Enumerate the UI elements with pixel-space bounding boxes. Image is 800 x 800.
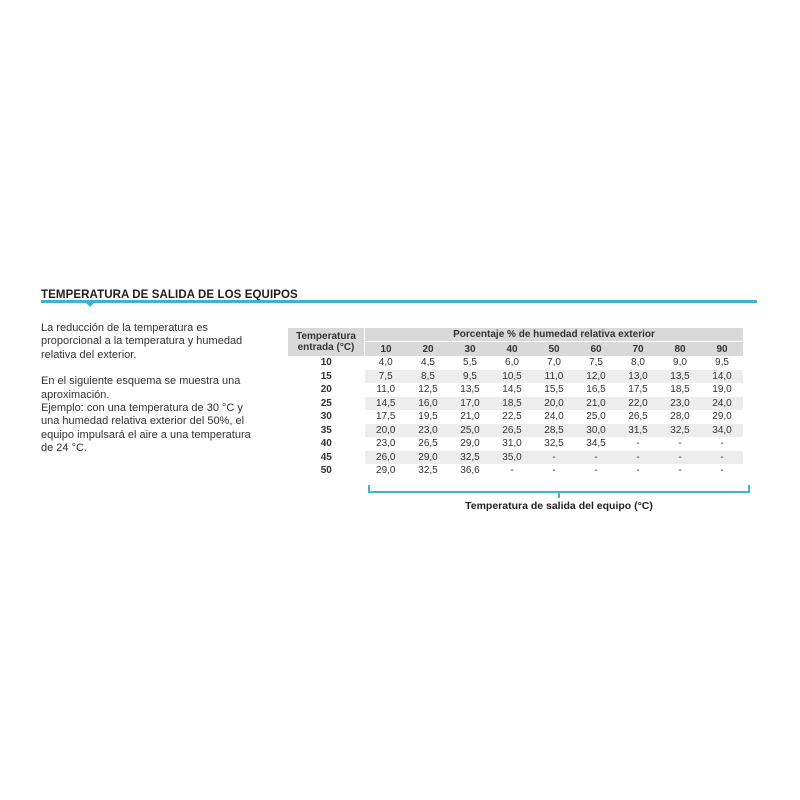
table-cell: 7,5 xyxy=(365,370,408,384)
table-cell: 22,0 xyxy=(617,397,659,411)
table-cell: 26,5 xyxy=(418,438,438,450)
intro-text xyxy=(41,322,256,469)
row-label: 45 xyxy=(288,451,365,465)
table-cell: - xyxy=(678,438,682,450)
table-cell: 9,0 xyxy=(673,357,687,369)
row-label: 10 xyxy=(320,357,332,369)
table-cell: 32,5 xyxy=(544,438,564,450)
table-cell: 21,0 xyxy=(460,411,480,423)
table-cell: 35,0 xyxy=(491,451,533,465)
table-cell: - xyxy=(720,465,724,477)
table-row xyxy=(288,410,743,424)
intro-paragraph-2: En el siguiente esquema se muestra una aproximación. xyxy=(41,375,241,401)
table-caption: Temperatura de salida del equipo (°C) xyxy=(465,500,653,512)
table-cell: - xyxy=(533,451,575,465)
table-cell: 4,5 xyxy=(421,357,435,369)
table-cell: 26,5 xyxy=(491,424,533,438)
column-header: 10 xyxy=(365,342,408,357)
table-cell: 29,0 xyxy=(407,451,449,465)
row-label: 40 xyxy=(320,438,332,450)
table-body xyxy=(288,356,743,478)
table-cell: 19,5 xyxy=(418,411,438,423)
table-cell: - xyxy=(594,465,598,477)
table-cell: - xyxy=(617,451,659,465)
table-cell: - xyxy=(552,465,556,477)
table-cell: 32,5 xyxy=(449,451,491,465)
table-cell: 14,5 xyxy=(365,397,408,411)
table-cell: 10,5 xyxy=(491,370,533,384)
table-cell: 21,0 xyxy=(575,397,617,411)
table-cell: 26,5 xyxy=(628,411,648,423)
table-cell: 9,5 xyxy=(715,357,729,369)
table-cell: 23,0 xyxy=(376,438,396,450)
table-cell: 5,5 xyxy=(463,357,477,369)
table-cell: 12,5 xyxy=(418,384,438,396)
table-cell: 26,0 xyxy=(365,451,408,465)
table-cell: - xyxy=(720,438,724,450)
intro-paragraph-3: Ejemplo: con una temperatura de 30 °C y una humedad relativa exterior del 50%, el equipo impulsará el aire a una temperatura de 24 °C. xyxy=(41,402,251,455)
column-header: 50 xyxy=(533,342,575,357)
table-cell: 19,0 xyxy=(712,384,732,396)
table-cell: 28,0 xyxy=(670,411,690,423)
column-header: 20 xyxy=(407,342,449,357)
row-label: 20 xyxy=(320,384,332,396)
table-cell: 13,0 xyxy=(617,370,659,384)
table-cell: 16,5 xyxy=(586,384,606,396)
table-row xyxy=(288,437,743,451)
row-label: 50 xyxy=(320,465,332,477)
output-temperature-bracket xyxy=(368,485,750,493)
table-cell: 12,0 xyxy=(575,370,617,384)
table-cell: 14,0 xyxy=(701,370,743,384)
table-cell: 24,0 xyxy=(544,411,564,423)
table-cell: - xyxy=(636,465,640,477)
row-label: 15 xyxy=(288,370,365,384)
table-cell: 9,5 xyxy=(449,370,491,384)
table-cell: - xyxy=(575,451,617,465)
table-cell: 11,0 xyxy=(376,384,396,396)
row-header: Temperatura entrada (°C) xyxy=(288,328,365,356)
column-header: 70 xyxy=(617,342,659,357)
table-cell: 15,5 xyxy=(544,384,564,396)
table-cell: 11,0 xyxy=(533,370,575,384)
table-cell: - xyxy=(701,451,743,465)
table-cell: 30,0 xyxy=(575,424,617,438)
table-cell: - xyxy=(659,451,701,465)
table-cell: 20,0 xyxy=(533,397,575,411)
table-cell: 32,5 xyxy=(659,424,701,438)
table-cell: - xyxy=(510,465,514,477)
table-cell: 31,5 xyxy=(617,424,659,438)
table-cell: 36,6 xyxy=(460,465,480,477)
table-cell: 8,0 xyxy=(631,357,645,369)
table-cell: 29,0 xyxy=(376,465,396,477)
table-cell: 17,5 xyxy=(628,384,648,396)
table-row xyxy=(288,383,743,397)
table-cell: 29,0 xyxy=(712,411,732,423)
column-header: 60 xyxy=(575,342,617,357)
table-cell: 25,0 xyxy=(586,411,606,423)
table-cell: 17,0 xyxy=(449,397,491,411)
column-header: 80 xyxy=(659,342,701,357)
table-cell: 23,0 xyxy=(659,397,701,411)
table-row xyxy=(288,451,743,465)
table-cell: 28,5 xyxy=(533,424,575,438)
table-row xyxy=(288,370,743,384)
table-cell: 18,5 xyxy=(670,384,690,396)
table-cell: 8,5 xyxy=(407,370,449,384)
table-cell: 29,0 xyxy=(460,438,480,450)
section-title: TEMPERATURA DE SALIDA DE LOS EQUIPOS xyxy=(41,289,298,301)
table-cell: 22,5 xyxy=(502,411,522,423)
table-row xyxy=(288,397,743,411)
table-cell: 6,0 xyxy=(505,357,519,369)
column-header: 90 xyxy=(701,342,743,357)
intro-paragraph-1: La reducción de la temperatura es proporcional a la temperatura y humedad relativa del exterior. xyxy=(41,322,243,361)
table-cell: 14,5 xyxy=(502,384,522,396)
column-header: 30 xyxy=(449,342,491,357)
table-cell: 7,0 xyxy=(547,357,561,369)
temperature-table xyxy=(288,328,743,478)
bracket-tick xyxy=(558,493,560,498)
table-cell: 24,0 xyxy=(701,397,743,411)
table-row xyxy=(288,464,743,478)
table-cell: - xyxy=(678,465,682,477)
table-cell: 18,5 xyxy=(491,397,533,411)
table-cell: 34,5 xyxy=(586,438,606,450)
row-label: 35 xyxy=(288,424,365,438)
table-cell: 4,0 xyxy=(378,357,393,369)
table-cell: 13,5 xyxy=(460,384,480,396)
table-cell: 25,0 xyxy=(449,424,491,438)
table-cell: 17,5 xyxy=(376,411,396,423)
section-divider xyxy=(41,300,757,303)
table-cell: 13,5 xyxy=(659,370,701,384)
table-cell: 7,5 xyxy=(589,357,603,369)
table-cell: 31,0 xyxy=(502,438,522,450)
divider-notch xyxy=(84,301,96,307)
table-cell: 34,0 xyxy=(701,424,743,438)
table-cell: - xyxy=(636,438,640,450)
table-row xyxy=(288,356,743,370)
row-label: 25 xyxy=(288,397,365,411)
table-row xyxy=(288,424,743,438)
table-cell: 20,0 xyxy=(365,424,408,438)
table-cell: 32,5 xyxy=(418,465,438,477)
row-label: 30 xyxy=(320,411,332,423)
table-cell: 23,0 xyxy=(407,424,449,438)
column-header: 40 xyxy=(491,342,533,357)
table-cell: 16,0 xyxy=(407,397,449,411)
humidity-group-header: Porcentaje % de humedad relativa exterior xyxy=(365,328,744,342)
